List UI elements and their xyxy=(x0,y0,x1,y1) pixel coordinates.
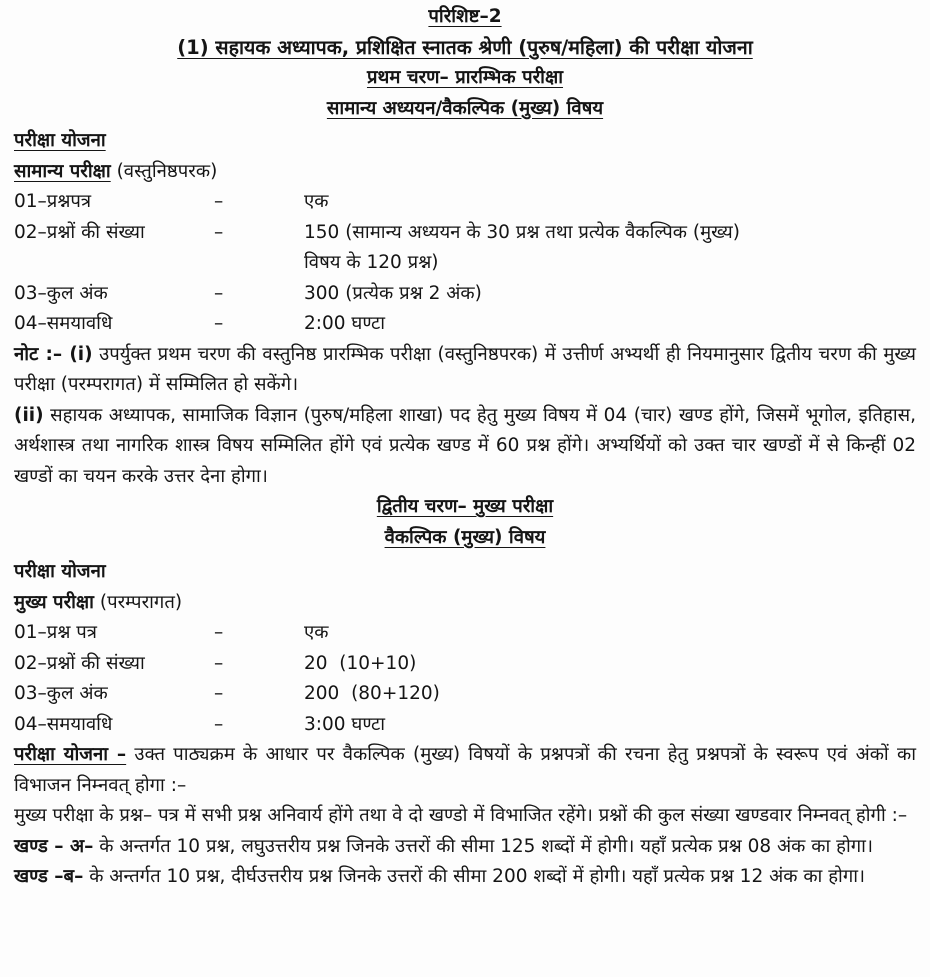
note-ii-text: सहायक अध्यापक, सामाजिक विज्ञान (पुरुष/महिला शाखा) पद हेतु मुख्य विषय में 04 (चार) खण्ड होंगे, जिसमें भूगोल, इतिहास, अर्थशास्त्र तथा नागरिक शास्त्र विषय सम्मिलित होंगे एवं प्रत्येक खण्ड में 60 प्रश्न होंगे। अभ्यर्थियों को उक्त चार खण्डों में से किन्हीं 02 खण्डों का चयन करके उत्तर देना होगा। xyxy=(14,404,916,487)
section1-exam-type: (वस्तुनिष्ठपरक) xyxy=(110,160,218,182)
section1-exam-label: सामान्य परीक्षा xyxy=(14,160,111,182)
row-value: 2:00 घण्टा xyxy=(304,313,386,334)
row-label: 03–कुल अंक xyxy=(14,683,108,704)
stage2-title: द्वितीय चरण– मुख्य परीक्षा xyxy=(376,496,554,517)
section1-row xyxy=(14,218,916,249)
section2-row xyxy=(14,618,916,649)
khand-b-paragraph xyxy=(14,862,916,893)
section1-row xyxy=(14,187,916,218)
row-dash: – xyxy=(214,652,224,674)
stage1-subject: सामान्य अध्ययन/वैकल्पिक (मुख्य) विषय xyxy=(326,97,604,119)
khand-a-paragraph xyxy=(14,832,916,863)
note-ii xyxy=(14,401,916,493)
stage1-title: प्रथम चरण– प्रारम्भिक परीक्षा xyxy=(366,67,564,88)
row-label: 04–समयावधि xyxy=(14,713,113,735)
section1-heading: परीक्षा योजना xyxy=(14,130,106,151)
stage2-header xyxy=(14,492,916,553)
document-header xyxy=(14,2,916,124)
main-paragraph: मुख्य परीक्षा के प्रश्न– पत्र में सभी प्रश्न अनिवार्य होंगे तथा वे दो खण्डो में विभाजित रहेंगे। प्रश्नों की कुल संख्या खण्डवार निम्नवत् होगी :– xyxy=(14,805,908,826)
row-dash: – xyxy=(214,713,224,735)
section1-exam-line xyxy=(14,157,916,188)
row-label: 02–प्रश्नों की संख्या xyxy=(14,652,145,674)
section2-exam-type: (परम्परागत) xyxy=(93,591,183,613)
row-value-continuation: विषय के 120 प्रश्न) xyxy=(304,252,439,273)
row-label: 02–प्रश्नों की संख्या xyxy=(14,221,145,243)
section2-exam-line xyxy=(14,588,916,619)
section2-row xyxy=(14,679,916,710)
row-dash: – xyxy=(214,622,224,643)
row-value: एक xyxy=(304,191,329,212)
scheme-label: परीक्षा योजना – xyxy=(14,744,127,765)
section2-exam-label: मुख्य परीक्षा xyxy=(14,591,94,613)
scheme-text: उक्त पाठ्यक्रम के आधार पर वैकल्पिक (मुख्य) विषयों के प्रश्नपत्रों की रचना हेतु प्रश्नपत्रों के स्वरूप एवं अंकों का विभाजन निम्नवत् होगा :– xyxy=(14,744,916,796)
section1-row xyxy=(14,279,916,310)
appendix-title: परिशिष्ट–2 xyxy=(428,6,502,27)
row-value: 20 (10+10) xyxy=(304,652,417,674)
row-dash: – xyxy=(214,282,224,304)
scheme-paragraph xyxy=(14,740,916,801)
khand-a-label: खण्ड – अ– xyxy=(14,835,94,857)
row-dash: – xyxy=(214,313,224,334)
note-ii-label: (ii) xyxy=(14,404,44,426)
row-value: 200 (80+120) xyxy=(304,683,440,704)
row-value: एक xyxy=(304,622,329,643)
row-value: 150 (सामान्य अध्ययन के 30 प्रश्न तथा प्रत्येक वैकल्पिक (मुख्य) xyxy=(304,221,740,243)
khand-b-label: खण्ड –ब– xyxy=(14,866,84,887)
stage2-subject: वैकल्पिक (मुख्य) विषय xyxy=(384,526,546,548)
row-label: 03–कुल अंक xyxy=(14,282,108,304)
section2-heading: परीक्षा योजना xyxy=(14,561,106,582)
section2 xyxy=(14,557,916,893)
khand-b-text: के अन्तर्गत 10 प्रश्न, दीर्घउत्तरीय प्रश्न जिनके उत्तरों की सीमा 200 शब्दों में होगी। यहाँ प्रत्येक प्रश्न 12 अंक का होगा। xyxy=(83,866,866,887)
khand-a-text: के अन्तर्गत 10 प्रश्न, लघुउत्तरीय प्रश्न जिनके उत्तरों की सीमा 125 शब्दों में होगी। यहाँ प्रत्येक प्रश्न 08 अंक का होगा। xyxy=(93,835,873,857)
row-label: 01–प्रश्न पत्र xyxy=(14,622,97,643)
row-dash: – xyxy=(214,191,224,212)
note-label: नोट :– (i) xyxy=(14,343,93,365)
note-i-text: उपर्युक्त प्रथम चरण की वस्तुनिष्ठ प्रारम्भिक परीक्षा (वस्तुनिष्ठपरक) में उत्तीर्ण अभ्यर्थी ही नियमानुसार द्वितीय चरण की मुख्य परीक्षा (परम्परागत) में सम्मिलित हो सकेंगे। xyxy=(14,343,916,395)
note-i xyxy=(14,340,916,401)
document-subtitle: (1) सहायक अध्यापक, प्रशिक्षित स्नातक श्रेणी (पुरुष/महिला) की परीक्षा योजना xyxy=(177,35,753,59)
section1 xyxy=(14,126,916,492)
row-dash: – xyxy=(214,221,224,243)
row-value: 3:00 घण्टा xyxy=(304,713,386,735)
row-label: 01–प्रश्नपत्र xyxy=(14,191,92,212)
section2-row xyxy=(14,710,916,741)
row-label: 04–समयावधि xyxy=(14,313,113,334)
section2-row xyxy=(14,649,916,680)
row-dash: – xyxy=(214,683,224,704)
section1-row xyxy=(14,309,916,340)
row-value: 300 (प्रत्येक प्रश्न 2 अंक) xyxy=(304,282,482,304)
